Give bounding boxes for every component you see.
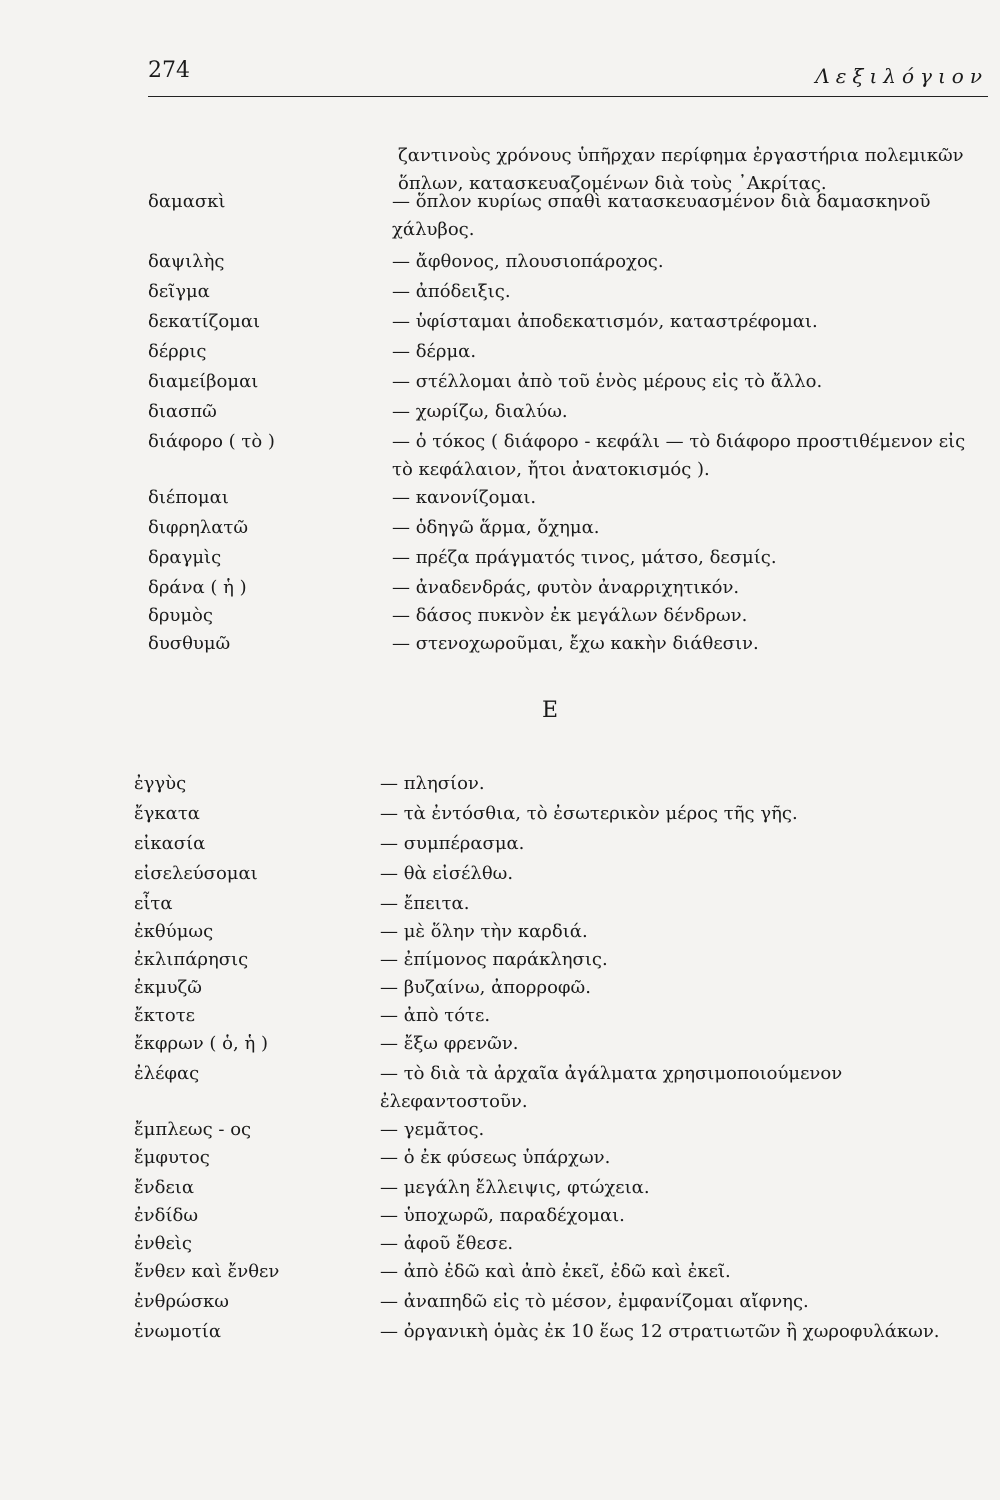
glossary-definition: — τὰ ἐντόσθια, τὸ ἐσωτερικὸν μέρος τῆς γῆς. [380,803,798,824]
glossary-definition: — συμπέρασμα. [380,833,525,854]
glossary-term: εἰκασία [134,833,206,854]
glossary-term: διαμείβομαι [148,371,259,392]
continuation-text: ζαντινοὺς χρόνους ὑπῆρχαν περίφημα ἐργαστήρια πολεμικῶν ὅπλων, κατασκευαζομένων διὰ τοὺς ᾿Ακρίτας. [398,145,964,194]
glossary-definition: — ἀναδενδράς, φυτὸν ἀναρριχητικόν. [392,577,740,598]
glossary-definition: — ἀπόδειξις. [392,281,511,302]
glossary-definition: — γεμᾶτος. [380,1119,485,1140]
glossary-term: δραγμὶς [148,547,222,568]
glossary-term: ἐνωμοτία [134,1321,221,1342]
glossary-definition: — θὰ εἰσέλθω. [380,863,514,884]
glossary-term: ἔνδεια [134,1177,194,1198]
glossary-term: διέπομαι [148,487,229,508]
glossary-term: ἐλέφας [134,1063,200,1084]
glossary-term: εἶτα [134,893,173,914]
glossary-term: ἐνδίδω [134,1205,199,1226]
glossary-definition: — χωρίζω, διαλύω. [392,401,568,422]
glossary-term: ἐκλιπάρησις [134,949,249,970]
glossary-definition: — ὅπλον κυρίως σπαθὶ κατασκευασμένον διὰ δαμασκηνοῦ χάλυβος. [392,191,931,240]
section-letter: Ε [542,698,559,723]
glossary-term: ἔγκατα [134,803,200,824]
page-number: 274 [148,58,190,83]
glossary-definition: — ὑποχωρῶ, παραδέχομαι. [380,1205,625,1226]
glossary-term: δυσθυμῶ [148,633,231,654]
glossary-term: διάφορο ( τὸ ) [148,431,275,452]
glossary-term: ἐγγὺς [134,773,187,794]
glossary-term: ἐκμυζῶ [134,977,202,998]
glossary-definition: — κανονίζομαι. [392,487,537,508]
glossary-definition: — πλησίον. [380,773,485,794]
glossary-definition: — μὲ ὅλην τὴν καρδιά. [380,921,588,942]
glossary-term: ἔμφυτος [134,1147,210,1168]
glossary-term: διφρηλατῶ [148,517,249,538]
glossary-term: ἔνθεν καὶ ἔνθεν [134,1261,280,1282]
glossary-definition: — τὸ διὰ τὰ ἀρχαῖα ἀγάλματα χρησιμοποιούμενον ἐλεφαντοστοῦν. [380,1063,843,1112]
glossary-definition: — μεγάλη ἔλλειψις, φτώχεια. [380,1177,650,1198]
glossary-term: ἐνθεὶς [134,1233,192,1254]
glossary-term: διασπῶ [148,401,217,422]
glossary-definition: — στέλλομαι ἀπὸ τοῦ ἑνὸς μέρους εἰς τὸ ἄλλο. [392,371,823,392]
glossary-definition: — πρέζα πράγματός τινος, μάτσο, δεσμίς. [392,547,777,568]
glossary-term: δαμασκὶ [148,191,226,212]
glossary-definition: — ἀπὸ τότε. [380,1005,491,1026]
glossary-definition: — ἔπειτα. [380,893,470,914]
glossary-term: ἔμπλεως - ος [134,1119,252,1140]
glossary-term: ἔκφρων ( ὁ, ἡ ) [134,1033,268,1054]
glossary-definition: — στενοχωροῦμαι, ἔχω κακὴν διάθεσιν. [392,633,759,654]
glossary-term: δαψιλὴς [148,251,225,272]
glossary-definition: — δέρμα. [392,341,477,362]
glossary-definition: — ἐπίμονος παράκλησις. [380,949,608,970]
glossary-definition: — ἀναπηδῶ εἰς τὸ μέσον, ἐμφανίζομαι αἴφνης. [380,1291,809,1312]
glossary-term: εἰσελεύσομαι [134,863,258,884]
glossary-term: δράνα ( ἡ ) [148,577,247,598]
glossary-definition: — ἀπὸ ἐδῶ καὶ ἀπὸ ἐκεῖ, ἐδῶ καὶ ἐκεῖ. [380,1261,731,1282]
glossary-term: ἐνθρώσκω [134,1291,229,1312]
glossary-definition: — ἔξω φρενῶν. [380,1033,519,1054]
glossary-definition: — δάσος πυκνὸν ἐκ μεγάλων δένδρων. [392,605,748,626]
glossary-definition: — ὁδηγῶ ἅρμα, ὄχημα. [392,517,600,538]
glossary-term: δεῖγμα [148,281,210,302]
glossary-term: δεκατίζομαι [148,311,261,332]
glossary-term: ἐκθύμως [134,921,214,942]
page-title: Λεξιλόγιον [815,64,988,88]
glossary-term: ἔκτοτε [134,1005,195,1026]
glossary-definition: — βυζαίνω, ἀπορροφῶ. [380,977,591,998]
glossary-definition: — ὀργανικὴ ὁμὰς ἐκ 10 ἕως 12 στρατιωτῶν ἢ χωροφυλάκων. [380,1321,940,1342]
glossary-definition: — ἄφθονος, πλουσιοπάροχος. [392,251,664,272]
glossary-term: δρυμὸς [148,605,213,626]
glossary-definition: — ἀφοῦ ἔθεσε. [380,1233,514,1254]
glossary-definition: — ὁ τόκος ( διάφορο - κεφάλι — τὸ διάφορο προστιθέμενον εἰς τὸ κεφάλαιον, ἤτοι ἀνατοκισμός ). [392,431,966,480]
glossary-term: δέρρις [148,341,207,362]
glossary-definition: — ὁ ἐκ φύσεως ὑπάρχων. [380,1147,611,1168]
glossary-definition: — ὑφίσταμαι ἀποδεκατισμόν, καταστρέφομαι. [392,311,818,332]
